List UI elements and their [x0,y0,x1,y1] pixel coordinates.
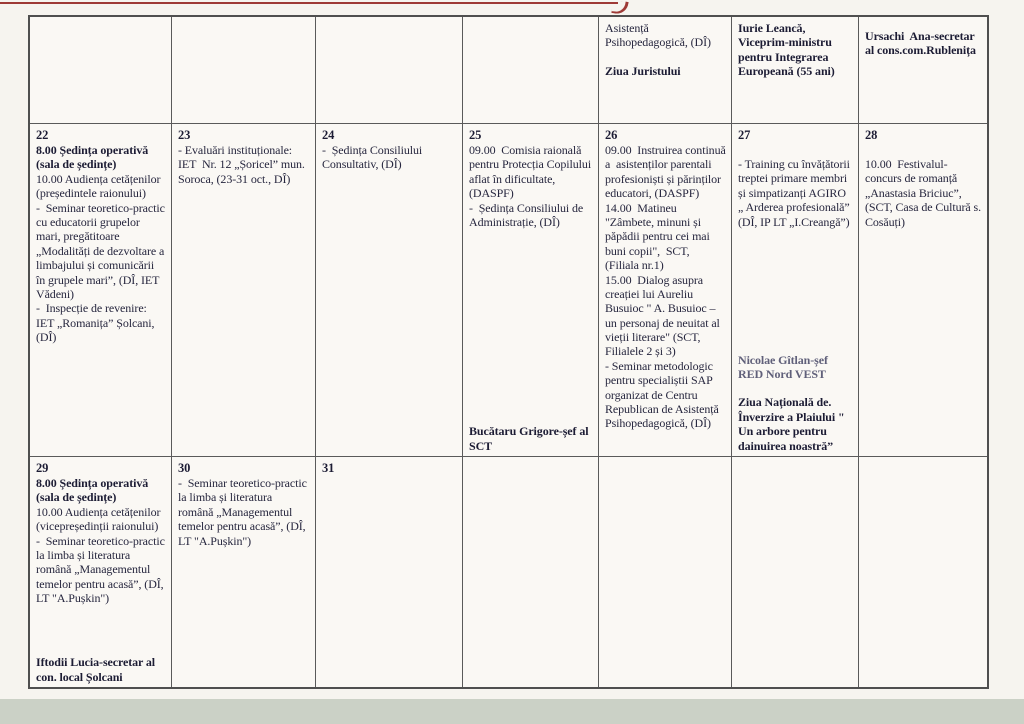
event-text: 15.00 Dialog asupra creației lui Aureliu Busuioc " A. Busuioc – un personaj de neuitat al vieții literare" (SCT, Filialele 2 și 3) [605,272,723,359]
day-number: 22 [36,128,49,142]
calendar-cell-r1c4 [463,17,599,124]
calendar-cell-r1c2 [172,17,316,124]
event-text: - Inspecție de revenire: IET „Romanița” Șolcani, (DÎ) [36,301,158,345]
event-text: - Ședința Consiliului de Administrație, (DÎ) [469,200,586,229]
day-number: 23 [178,128,191,142]
event-text: 10.00 Festivalul-concurs de romanță „Anastasia Briciuc”, (SCT, Casa de Cultură s. Cosăuți) [865,157,984,229]
day-number: 31 [322,461,335,475]
event-text: - Seminar metodologic pentru specialiștii SAP organizat de Centru Republican de Asistență Psihopedagogică, (DÎ) [605,358,722,431]
calendar-cell-r3c4 [463,457,599,687]
holiday-note: Ziua Națională de. Înverzire a Plaiului " Un arbore pentru dainuirea noastră” [738,395,848,453]
red-pen-hook [611,0,628,15]
day-number: 25 [469,128,482,142]
event-text: 14.00 Matineu "Zâmbete, minuni și păpădii pentru cei mai buni copii", SCT, (Filiala nr.1) [605,200,713,273]
calendar-cell-r1c3 [316,17,463,124]
day-number: 28 [865,128,878,142]
event-text: Asistență Psihopedagogică, (DÎ) [605,21,711,50]
calendar-cell-23 [172,124,316,457]
event-text: - Seminar teoretico-practic cu educatorii grupelor mari, pregătitoare „Modalități de dezvoltare a limbajului și comunicării în grupele mari”, (DÎ, IET Vădeni) [36,200,168,301]
calendar-cell-r3c7 [859,457,987,687]
calendar-cell-31 [316,457,463,687]
calendar-cell-r1c6 [732,17,859,124]
day-number: 27 [738,128,751,142]
event-text: 09.00 Instruirea continuă a asistenților parentali profesioniști și părinților educatori, (DASPF) [605,143,729,201]
event-text: - Evaluări instituționale: IET Nr. 12 „Șoricel” mun. Soroca, (23-31 oct., DÎ) [178,143,308,186]
event-text: - Seminar teoretico-practic la limba și literatura română „Managementul temelor pentru acasă”, (DÎ, LT "A.Pușkin") [36,533,170,606]
event-text: - Ședința Consiliului Consultativ, (DÎ) [322,143,426,172]
signature-note: Nicolae Gîtlan-șef RED Nord VEST [738,352,831,382]
signature-note: Bucătaru Grigore-șef al SCT [469,424,592,453]
event-text: 8.00 Ședința operativă (sala de ședințe) [36,143,152,172]
calendar-cell-26 [599,124,732,457]
calendar-cell-r1c7 [859,17,987,124]
day-number: 29 [36,461,49,475]
anniversary-note: Iurie Leancă, Viceprim-ministru pentru Integrarea Europeană (55 ani) [738,21,835,79]
day-number: 26 [605,128,618,142]
calendar-cell-29 [30,457,172,687]
event-text: 10.00 Audiența cetățenilor (președintele raionului) [36,171,164,201]
day-number: 24 [322,128,335,142]
event-text: 10.00 Audiența cetățenilor (vicepreședinții raionului) [36,504,164,534]
calendar-cell-r3c5 [599,457,732,687]
event-text: 09.00 Comisia raională pentru Protecția Copilului aflat în dificultate, (DASPF) [469,143,594,201]
red-pen-line [0,2,618,4]
calendar-cell-22 [30,124,172,457]
calendar-cell-30 [172,457,316,687]
calendar-cell-24 [316,124,463,457]
scanner-bed-band [0,699,1024,724]
signature-note: Ursachi Ana-secretar al cons.com.Rublenița [865,29,978,58]
day-number: 30 [178,461,191,475]
calendar-cell-27 [732,124,859,457]
calendar-cell-r3c6 [732,457,859,687]
calendar-cell-25 [463,124,599,457]
calendar-cell-r1c1 [30,17,172,124]
holiday-note: Ziua Juristului [605,63,681,78]
calendar-table [28,15,989,689]
calendar-cell-r1c5 [599,17,732,124]
event-text: - Training cu învățătorii treptei primare membri și simpatizanți AGIRO „ Arderea profesională” (DÎ, IP LT „I.Creangă”) [738,157,853,229]
event-text: 8.00 Ședința operativă (sala de ședințe) [36,476,152,505]
event-text: - Seminar teoretico-practic la limba și literatura română „Managementul temelor pentru acasă”, (DÎ, LT "A.Pușkin") [178,476,312,548]
calendar-cell-28 [859,124,987,457]
signature-note: Iftodii Lucia-secretar al con. local Șolcani [36,655,158,684]
